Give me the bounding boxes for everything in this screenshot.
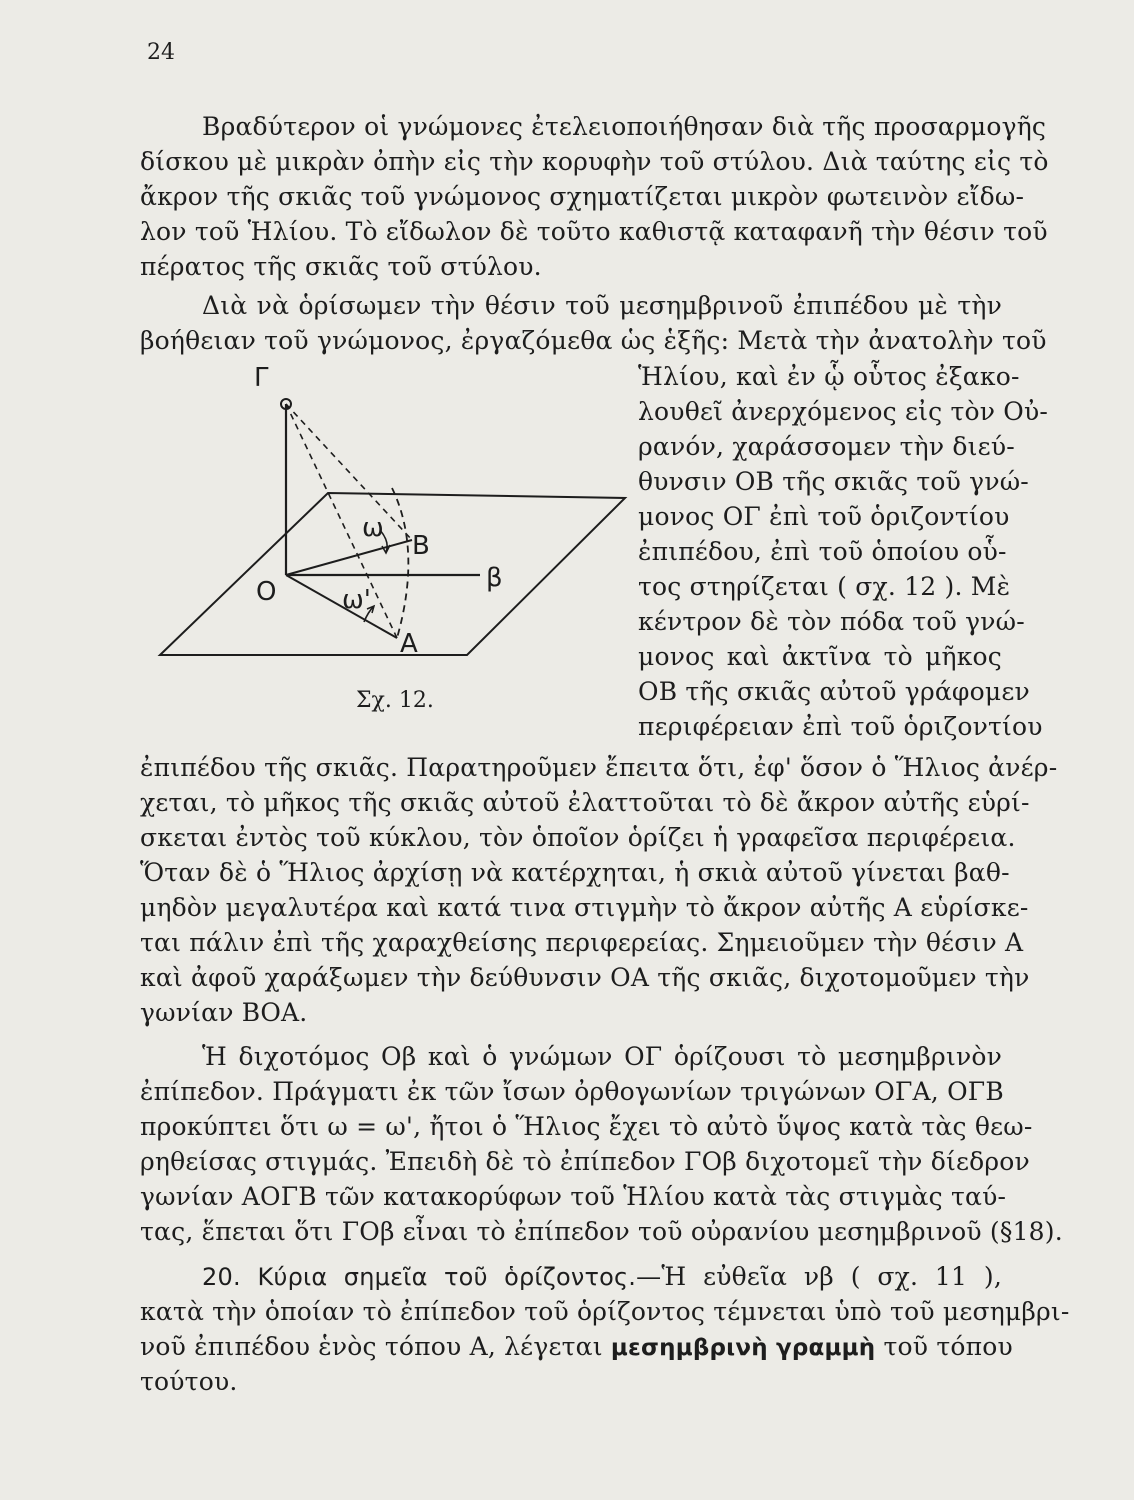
text-line: δίσκου μὲ μικρὰν ὀπὴν εἰς τὴν κορυφὴν τοῦ στύλου. Διὰ ταύτης εἰς τὸ (140, 147, 1049, 176)
text-line: λουθεῖ ἀνερχόμενος εἰς τὸν Οὐ- (638, 397, 1049, 426)
text-line: τος στηρίζεται ( σχ. 12 ). Μὲ (638, 572, 1011, 601)
label-omega-prime: ω' (342, 585, 371, 615)
text-line: ται πάλιν ἐπὶ τῆς χαραχθείσης περιφερείας. Σημειοῦμεν τὴν θέσιν Α (140, 928, 1024, 957)
label-omega: ω (362, 513, 384, 543)
text-line: πέρατος τῆς σκιᾶς τοῦ στύλου. (140, 252, 542, 281)
circle-arc (392, 488, 408, 638)
text-line: ἐπιπέδου, ἐπὶ τοῦ ὁποίου οὗ- (638, 537, 1007, 566)
text-line: τας, ἕπεται ὅτι ΓΟβ εἶναι τὸ ἐπίπεδον τοῦ οὐρανίου μεσημβρινοῦ (§18). (140, 1217, 1063, 1246)
text-line: Διὰ νὰ ὁρίσωμεν τὴν θέσιν τοῦ μεσημβρινοῦ ἐπιπέδου μὲ τὴν (202, 291, 1002, 320)
text-line: κέντρον δὲ τὸν πόδα τοῦ γνώ- (638, 607, 1025, 636)
label-beta: β (486, 563, 503, 593)
text-line: Ἡ διχοτόμος Οβ καὶ ὁ γνώμων ΟΓ ὁρίζουσι τὸ μεσημβρινὸν (202, 1042, 1002, 1071)
text-line: ρανόν, χαράσσομεν τὴν διεύ- (638, 432, 1015, 461)
section-first-line-rest: —Ἡ εὐθεῖα νβ ( σχ. 11 ), (636, 1262, 1002, 1291)
text-line: θυνσιν ΟΒ τῆς σκιᾶς τοῦ γνώ- (638, 467, 1029, 496)
text-line: περιφέρειαν ἐπὶ τοῦ ὁριζοντίου (638, 712, 1043, 741)
figure-caption: Σχ. 12. (356, 688, 434, 713)
text-line: ἐπιπέδου τῆς σκιᾶς. Παρατηροῦμεν ἔπειτα ὅτι, ἐφ' ὅσον ὁ Ἥλιος ἀνέρ- (140, 753, 1058, 782)
text-line: μονος καὶ ἀκτῖνα τὸ μῆκος (638, 642, 1002, 671)
text-span: τοῦ τόπου (883, 1332, 1013, 1361)
section-title: Κύρια σημεῖα τοῦ ὁρίζοντος. (257, 1263, 637, 1291)
label-O: O (256, 577, 277, 607)
text-line: μηδὸν μεγαλυτέρα καὶ κατά τινα στιγμὴν τὸ ἄκρον αὐτῆς Α εὑρίσκε- (140, 893, 1029, 922)
text-line: λον τοῦ Ἡλίου. Τὸ εἴδωλον δὲ τοῦτο καθιστᾷ καταφανῆ τὴν θέσιν τοῦ (140, 217, 1048, 246)
text-line: ΟΒ τῆς σκιᾶς αὐτοῦ γράφομεν (638, 677, 1030, 706)
text-line: γωνίαν ΒΟΑ. (140, 998, 308, 1027)
text-line: Ἡλίου, καὶ ἐν ᾧ οὗτος ἐξακο- (638, 362, 1020, 391)
section-number: 20. (202, 1263, 241, 1291)
text-line-with-term (140, 1330, 1013, 1364)
text-line: ἄκρον τῆς σκιᾶς τοῦ γνώμονος σχηματίζεται μικρὸν φωτεινὸν εἴδω- (140, 182, 1025, 211)
text-line: τούτου. (140, 1367, 238, 1396)
label-gamma: Γ (254, 363, 269, 393)
text-line: μονος ΟΓ ἐπὶ τοῦ ὁριζοντίου (638, 502, 1010, 531)
sun-ray-B (286, 404, 412, 540)
text-line: Ὅταν δὲ ὁ Ἥλιος ἀρχίσῃ νὰ κατέρχηται, ἡ σκιὰ αὐτοῦ γίνεται βαθ- (140, 858, 1010, 887)
section-heading-line (140, 1260, 1002, 1294)
page-number: 24 (147, 40, 175, 65)
text-span: νοῦ ἐπιπέδου ἑνὸς τόπου Α, λέγεται (140, 1332, 603, 1361)
text-line: σκεται ἐντὸς τοῦ κύκλου, τὸν ὁποῖον ὁρίζει ἡ γραφεῖσα περιφέρεια. (140, 823, 1016, 852)
text-line: προκύπτει ὅτι ω = ω', ἤτοι ὁ Ἥλιος ἔχει τὸ αὐτὸ ὕψος κατὰ τὰς θεω- (140, 1112, 1033, 1141)
text-line: Βραδύτερον οἱ γνώμονες ἐτελειοποιήθησαν διὰ τῆς προσαρμογῆς (202, 112, 1047, 141)
text-line: ρηθείσας στιγμάς. Ἐπειδὴ δὲ τὸ ἐπίπεδον ΓΟβ διχοτομεῖ τὴν δίεδρον (140, 1147, 1030, 1176)
shadow-line-OB (286, 540, 412, 575)
text-line: κατὰ τὴν ὁποίαν τὸ ἐπίπεδον τοῦ ὁρίζοντος τέμνεται ὑπὸ τοῦ μεσημβρι- (140, 1297, 1070, 1326)
text-line: χεται, τὸ μῆκος τῆς σκιᾶς αὐτοῦ ἐλαττοῦται τὸ δὲ ἄκρον αὐτῆς εὑρί- (140, 788, 1030, 817)
label-B: B (412, 531, 430, 561)
text-line: γωνίαν ΑΟΓΒ τῶν κατακορύφων τοῦ Ἡλίου κατὰ τὰς στιγμὰς ταύ- (140, 1182, 1007, 1211)
label-A: A (400, 629, 418, 659)
text-line: βοήθειαν τοῦ γνώμονος, ἐργαζόμεθα ὡς ἑξῆς: Μετὰ τὴν ἀνατολὴν τοῦ (140, 326, 1047, 355)
figure-12-diagram (150, 360, 640, 670)
defined-term: μεσημβρινὴ γραμμὴ (610, 1335, 876, 1361)
text-line: καὶ ἀφοῦ χαράξωμεν τὴν δεύθυνσιν ΟΑ τῆς σκιᾶς, διχοτομοῦμεν τὴν (140, 963, 1030, 992)
text-line: ἐπίπεδον. Πράγματι ἐκ τῶν ἴσων ὀρθογωνίων τριγώνων ΟΓΑ, ΟΓΒ (140, 1077, 1004, 1106)
